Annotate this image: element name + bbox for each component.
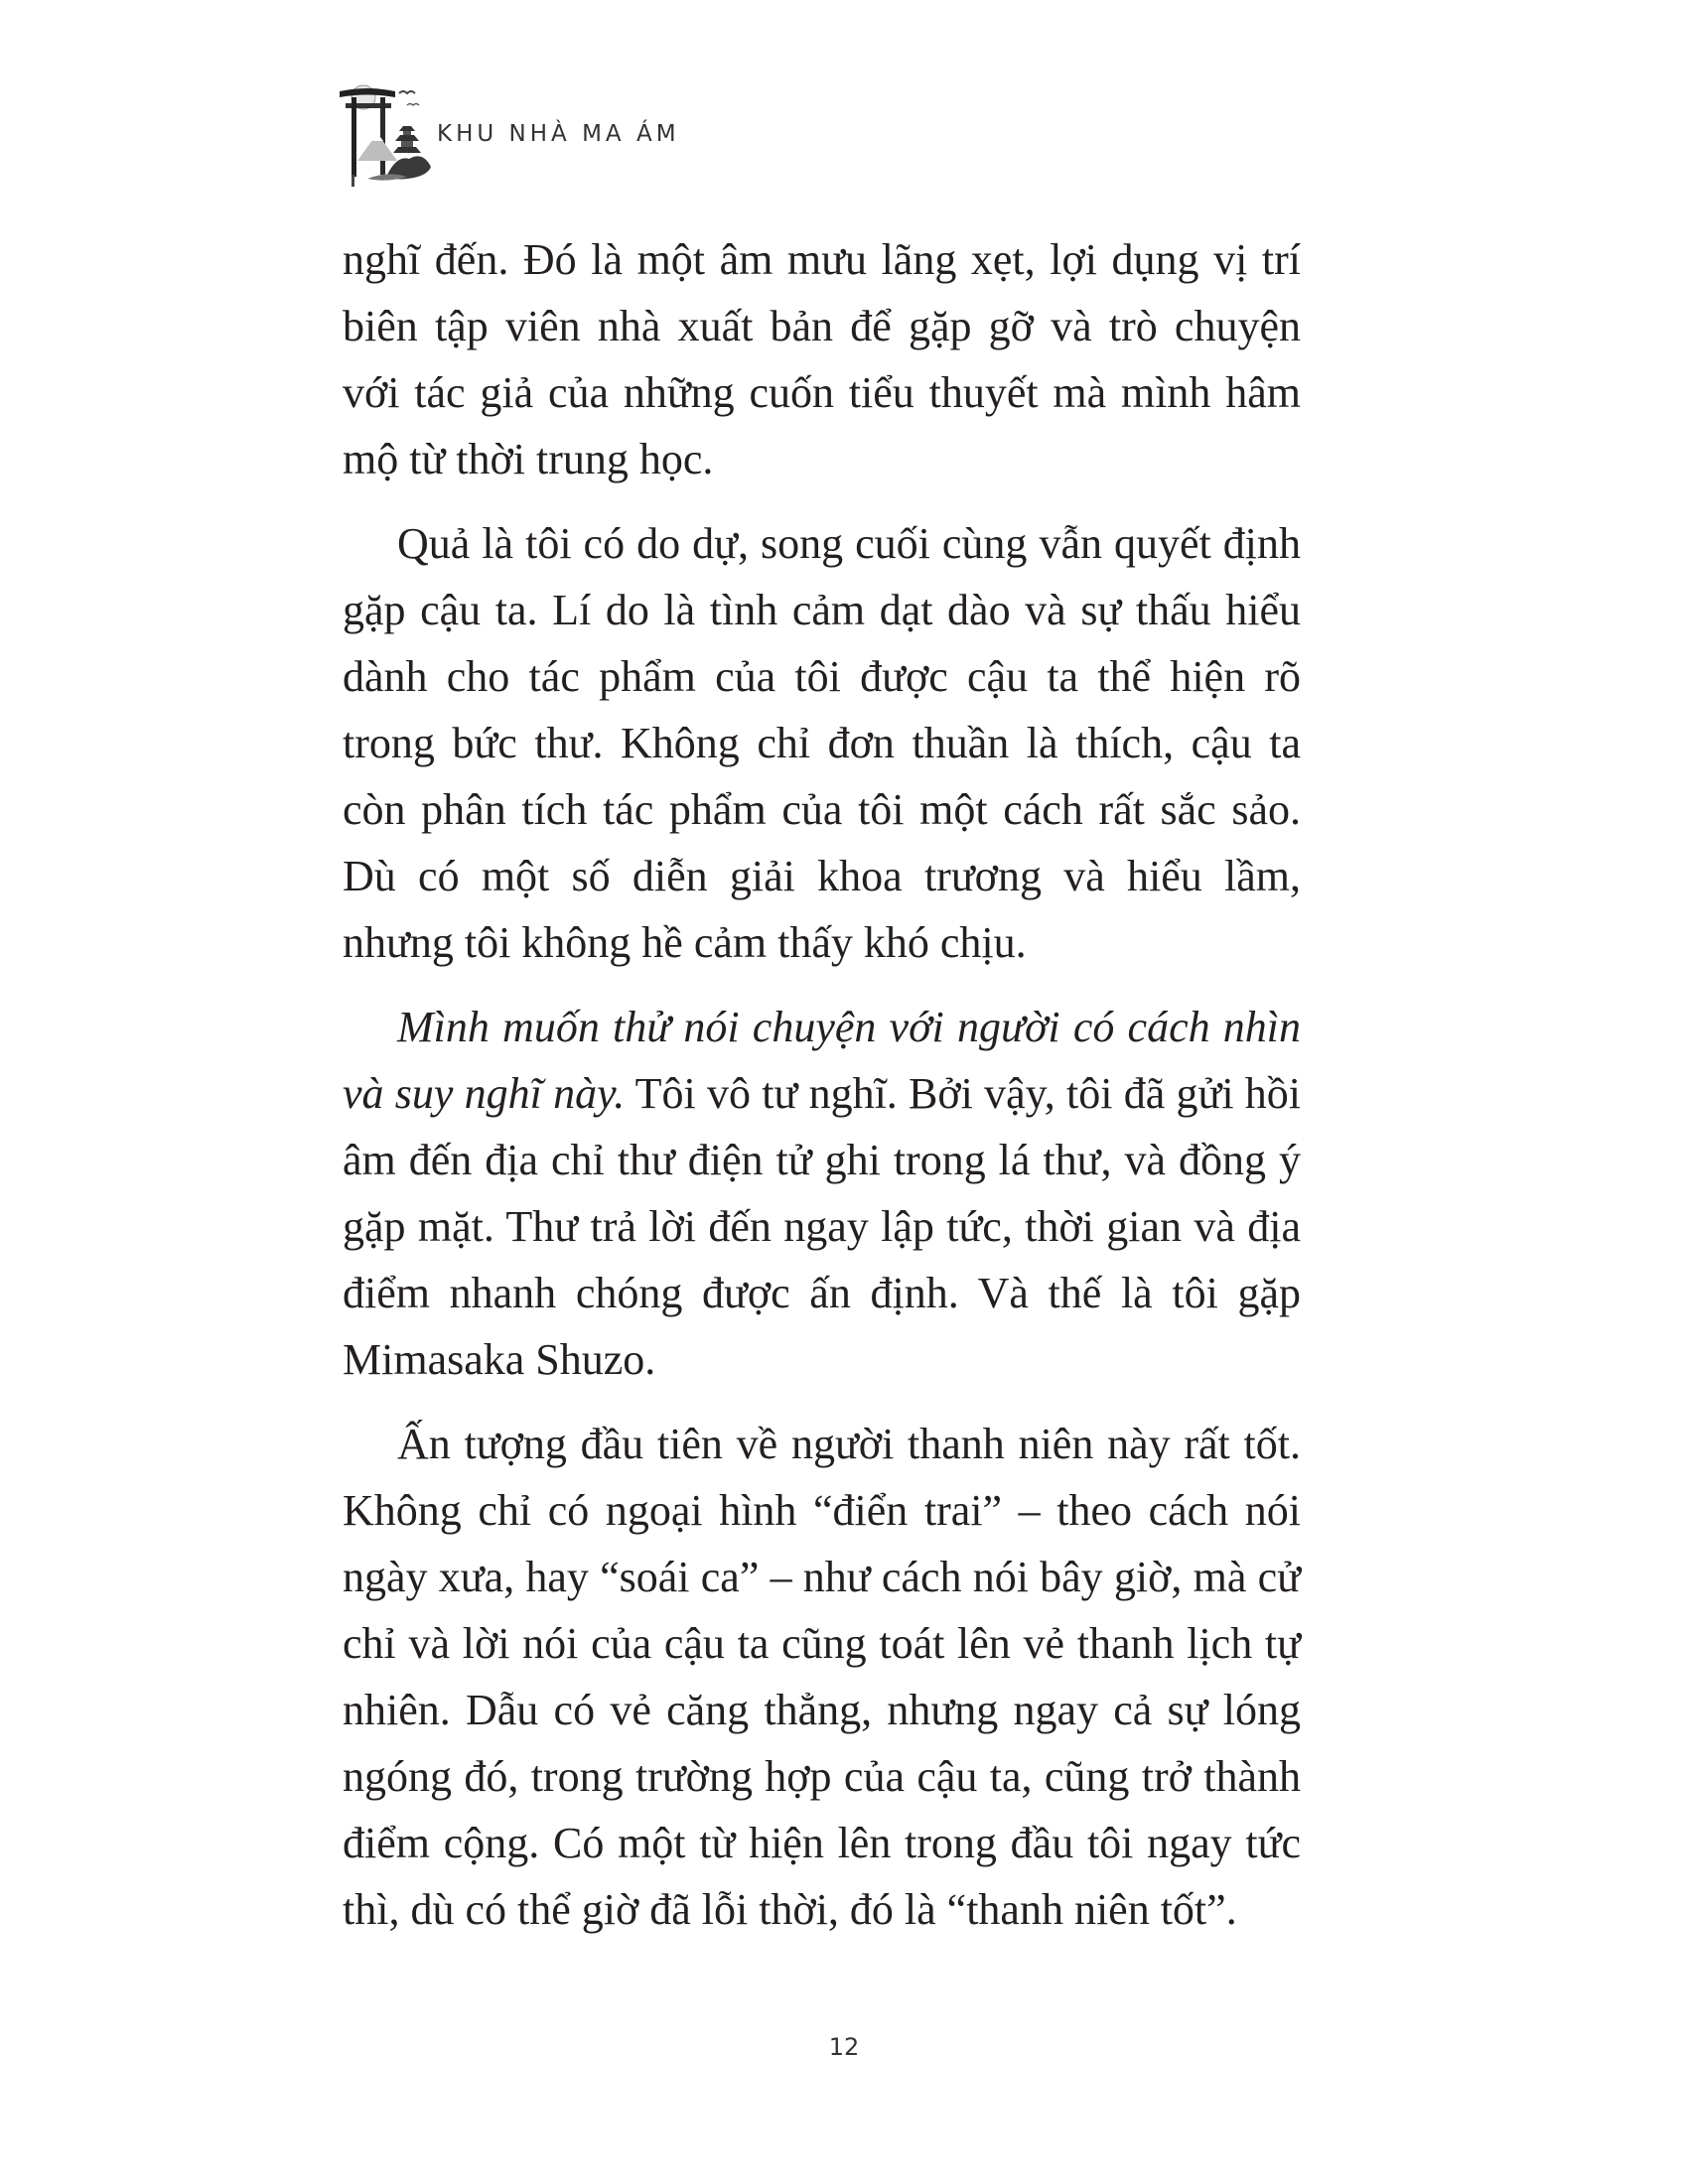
paragraph-4 <box>343 1411 1301 1943</box>
torii-gate-icon <box>338 71 437 189</box>
paragraph-2 <box>343 510 1301 976</box>
paragraph-4-text: Ấn tượng đầu tiên về người thanh niên này rất tốt. Không chỉ có ngoại hình “điển trai” – theo cách nói ngày xưa, hay “soái ca” – như cách nói bây giờ, mà cử chỉ và lời nói của cậu ta cũng toát lên vẻ thanh lịch tự nhiên. Dẫu có vẻ căng thẳng, nhưng ngay cả sự lóng ngóng đó, trong trường hợp của cậu ta, cũng trở thành điểm cộng. Có một từ hiện lên trong đầu tôi ngay tức thì, dù có thể giờ đã lỗi thời, đó là “thanh niên tốt”. <box>343 1420 1301 1934</box>
paragraph-3-text: Tôi vô tư nghĩ. Bởi vậy, tôi đã gửi hồi âm đến địa chỉ thư điện tử ghi trong lá thư, và đồng ý gặp mặt. Thư trả lời đến ngay lập tức, thời gian và địa điểm nhanh chóng được ấn định. Và thế là tôi gặp Mimasaka Shuzo. <box>343 1069 1302 1384</box>
body-text <box>343 226 1301 1961</box>
paragraph-2-text: Quả là tôi có do dự, song cuối cùng vẫn quyết định gặp cậu ta. Lí do là tình cảm dạt dào và sự thấu hiểu dành cho tác phẩm của tôi được cậu ta thể hiện rõ trong bức thư. Không chỉ đơn thuần là thích, cậu ta còn phân tích tác phẩm của tôi một cách rất sắc sảo. Dù có một số diễn giải khoa trương và hiểu lầm, nhưng tôi không hề cảm thấy khó chịu. <box>343 519 1301 967</box>
paragraph-1-text: nghĩ đến. Đó là một âm mưu lãng xẹt, lợi dụng vị trí biên tập viên nhà xuất bản để gặp gỡ và trò chuyện với tác giả của những cuốn tiểu thuyết mà mình hâm mộ từ thời trung học. <box>343 235 1301 483</box>
page-number: 12 <box>828 2033 860 2061</box>
paragraph-1 <box>343 226 1301 492</box>
paragraph-3-italic-thought: Mình muốn thử nói chuyện với người có cách nhìn và suy nghĩ này. <box>343 1003 1301 1118</box>
running-header-title: KHU NHÀ MA ÁM <box>437 121 680 147</box>
paragraph-3 <box>343 994 1301 1393</box>
running-header <box>338 71 1033 191</box>
